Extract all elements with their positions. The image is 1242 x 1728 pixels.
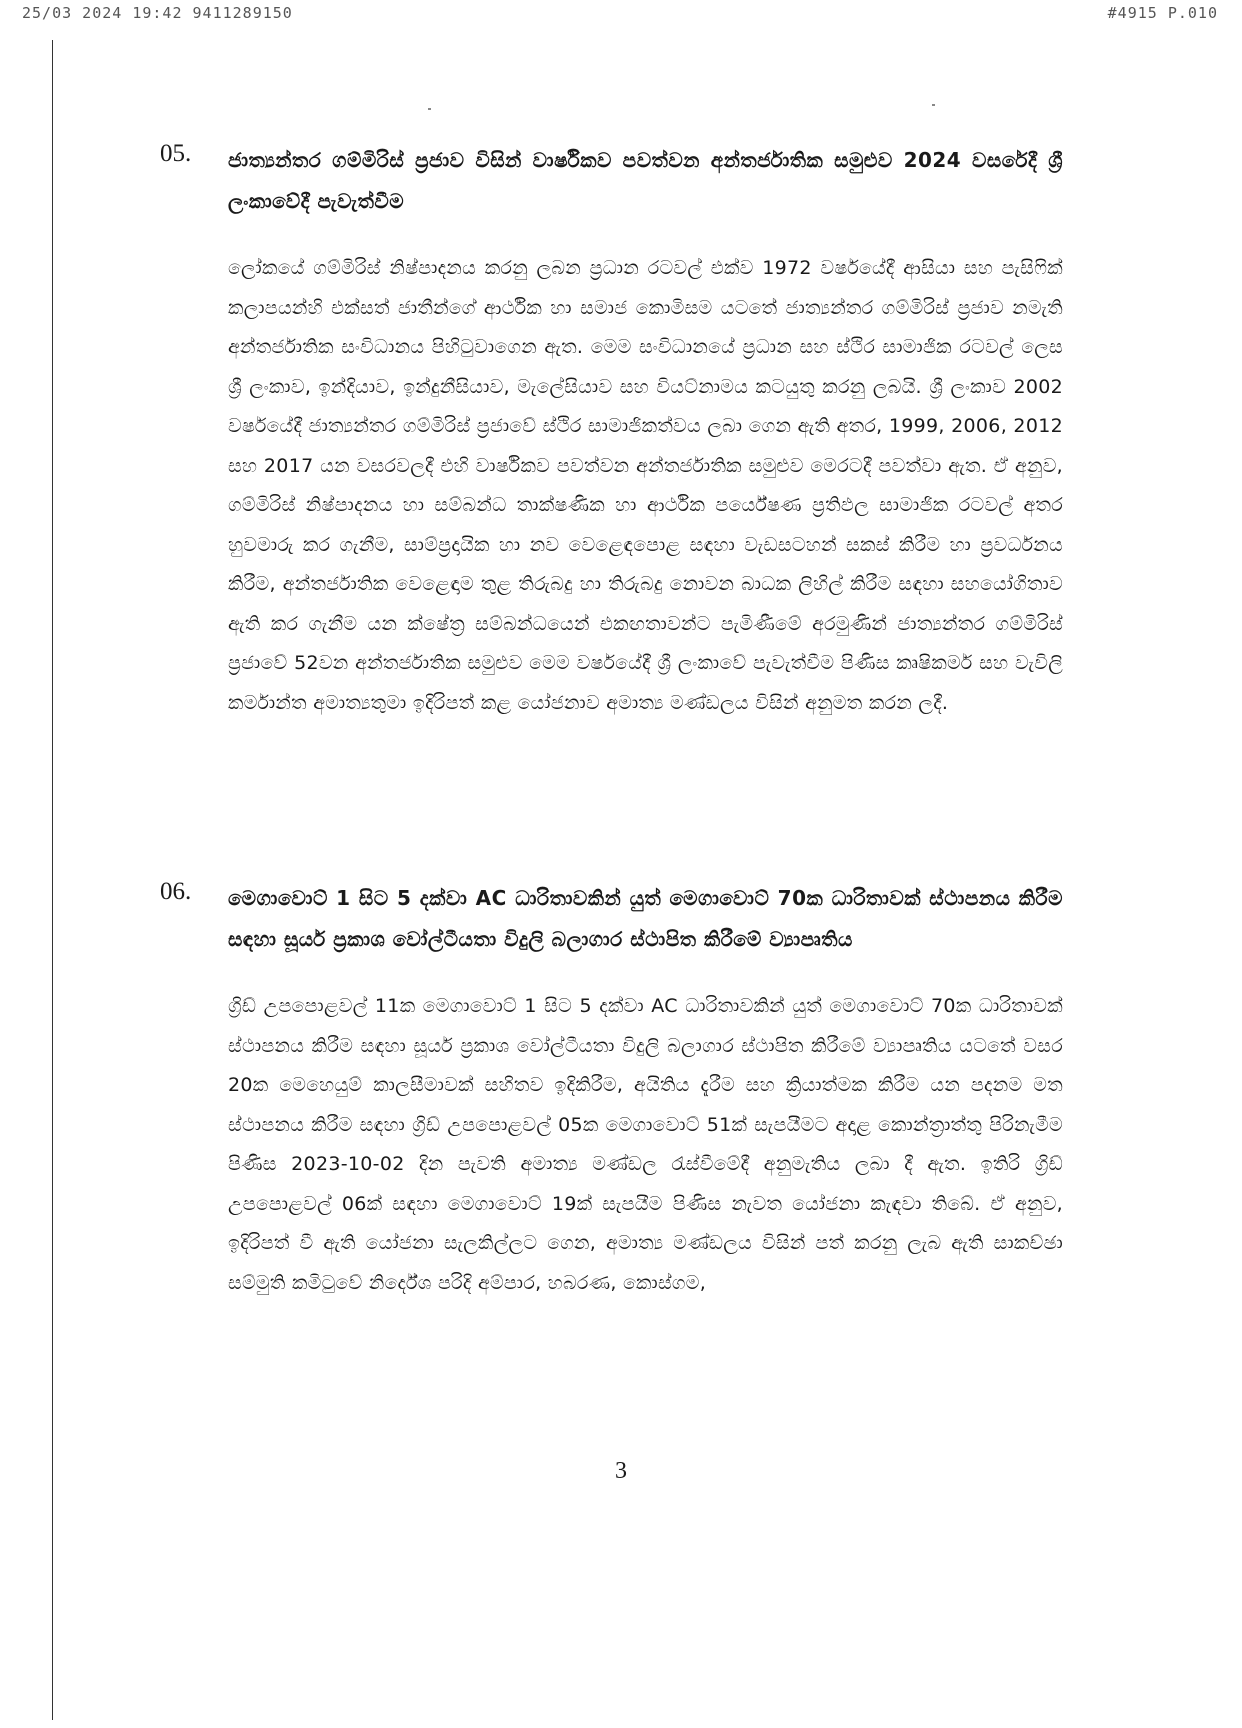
section-number: 06. [160,878,192,905]
section-body: ග්‍රිඩ් උපපොළවල් 11ක මෙගාවොට් 1 සිට 5 දක්වා AC ධාරිතාවකින් යුත් මෙගාවොට් 70ක ධාරිතාවක් ස්ථාපනය කිරීම සඳහා සූර්ය ප්‍රකාශ වෝල්ටීයතා විදුලි බලාගාර ස්ථාපිත කිරීමේ ව්‍යාපෘතිය යටතේ වසර 20ක මෙහෙයුම් කාලසීමාවක් සහිතව ඉදිකිරීම, අයිතිය දැරීම සහ ක්‍රියාත්මක කිරීම යන පදනම මත ස්ථාපනය කිරීම සඳහා ග්‍රිඩ් උපපොළවල් 05ක මෙගාවොට් 51ක් සැපයීමට අදාළ කොන්ත්‍රාත්තු පිරිනැමීම පිණිස 2023-10-02 දින පැවති අමාත්‍ය මණ්ඩල රැස්වීමේදී අනුමැතිය ලබා දී ඇත. ඉතිරි ග්‍රිඩ් උපපොළවල් 06ක් සඳහා මෙගාවොට් 19ක් සැපයීම පිණිස නැවත යෝජනා කැඳවා තිබේ. ඒ අනුව, ඉදිරිපත් වී ඇති යෝජනා සැලකිල්ලට ගෙන, අමාත්‍ය මණ්ඩලය විසින් පත් කරනු ලැබ ඇති සාකච්ඡා සම්මුති කමිටුවේ නිර්දේශ පරිදි අම්පාර, හබරණ, කොස්ගම, [228,995,1063,1294]
fax-timestamp: 25/03 2024 19:42 9411289150 [22,4,293,22]
section-body: ලෝකයේ ගම්මිරිස් නිෂ්පාදනය කරනු ලබන ප්‍රධාන රටවල් එක්ව 1972 වර්ෂයේදී ආසියා සහ පැසිෆික් කලාපයන්හි එක්සත් ජාතීන්ගේ ආර්ථික හා සමාජ කොමිසම යටතේ ජාත්‍යන්තර ගම්මිරිස් ප්‍රජාව නමැති අන්තර්ජාතික සංවිධානය පිහිටුවාගෙන ඇත. මෙම සංවිධානයේ ප්‍රධාන සහ ස්ථිර සාමාජික රටවල් ලෙස ශ්‍රී ලංකාව, ඉන්දියාව, ඉන්දුනීසියාව, මැලේසියාව සහ වියට්නාමය කටයුතු කරනු ලබයි. ශ්‍රී ලංකාව 2002 වර්ෂයේදී ජාත්‍යන්තර ගම්මිරිස් ප්‍රජාවේ ස්ථිර සාමාජිකත්වය ලබා ගෙන ඇති අතර, 1999, 2006, 2012 සහ 2017 යන වසරවලදී එහි වාර්ෂිකව පවත්වන අන්තර්ජාතික සමුළුව මෙරටදී පවත්වා ඇත. ඒ අනුව, ගම්මිරිස් නිෂ්පාදනය හා සම්බන්ධ තාක්ෂණික හා ආර්ථික පර්යේෂණ ප්‍රතිඵල සාමාජික රටවල් අතර හුවමාරු කර ගැනීම, සාම්ප්‍රදායික හා නව වෙළෙඳපොළ සඳහා වැඩසටහන් සකස් කිරීම හා ප්‍රවර්ධනය කිරීම, අන්තර්ජාතික වෙළෙඳාම තුළ තිරුබදු හා තිරුබදු නොවන බාධක ලිහිල් කිරීම සඳහා සහයෝගිතාව ඇති කර ගැනීම යන ක්ෂේත්‍ර සම්බන්ධයෙන් එකඟතාවන්ට පැමිණීමේ අරමුණින් ජාත්‍යන්තර ගම්මිරිස් ප්‍රජාවේ 52වන අන්තර්ජාතික සමුළුව මෙම වර්ෂයේදී ශ්‍රී ලංකාවේ පැවැත්වීම පිණිස කෘෂිකර්ම සහ වැවිලි කර්මාන්ත අමාත්‍යතුමා ඉදිරිපත් කළ යෝජනාව අමාත්‍ය මණ්ඩලය විසින් අනුමත කරන ලදී. [228,257,1063,714]
section-title: ජාත්‍යන්තර ගම්මිරිස් ප්‍රජාව විසින් වාර්ෂිකව පවත්වන අන්තර්ජාතික සමුළුව 2024 වසරේදී ශ්‍රී ලංකාවේදී පැවැත්වීම [228,148,1063,213]
scan-speck [932,104,935,106]
section-number: 05. [160,140,192,167]
page-number: 3 [615,1458,627,1484]
section-05 [160,140,1100,723]
section-06 [160,878,1100,1303]
fax-page-code: #4915 P.010 [1107,4,1218,22]
scan-speck [428,108,431,110]
section-title: මෙගාවොට් 1 සිට 5 දක්වා AC ධාරිතාවකින් යුත් මෙගාවොට් 70ක ධාරිතාවක් ස්ථාපනය කිරීම සඳහා සූර්ය ප්‍රකාශ වෝල්ටීයතා විදුලි බලාගාර ස්ථාපිත කිරීමේ ව්‍යාපෘතිය [228,886,1063,951]
